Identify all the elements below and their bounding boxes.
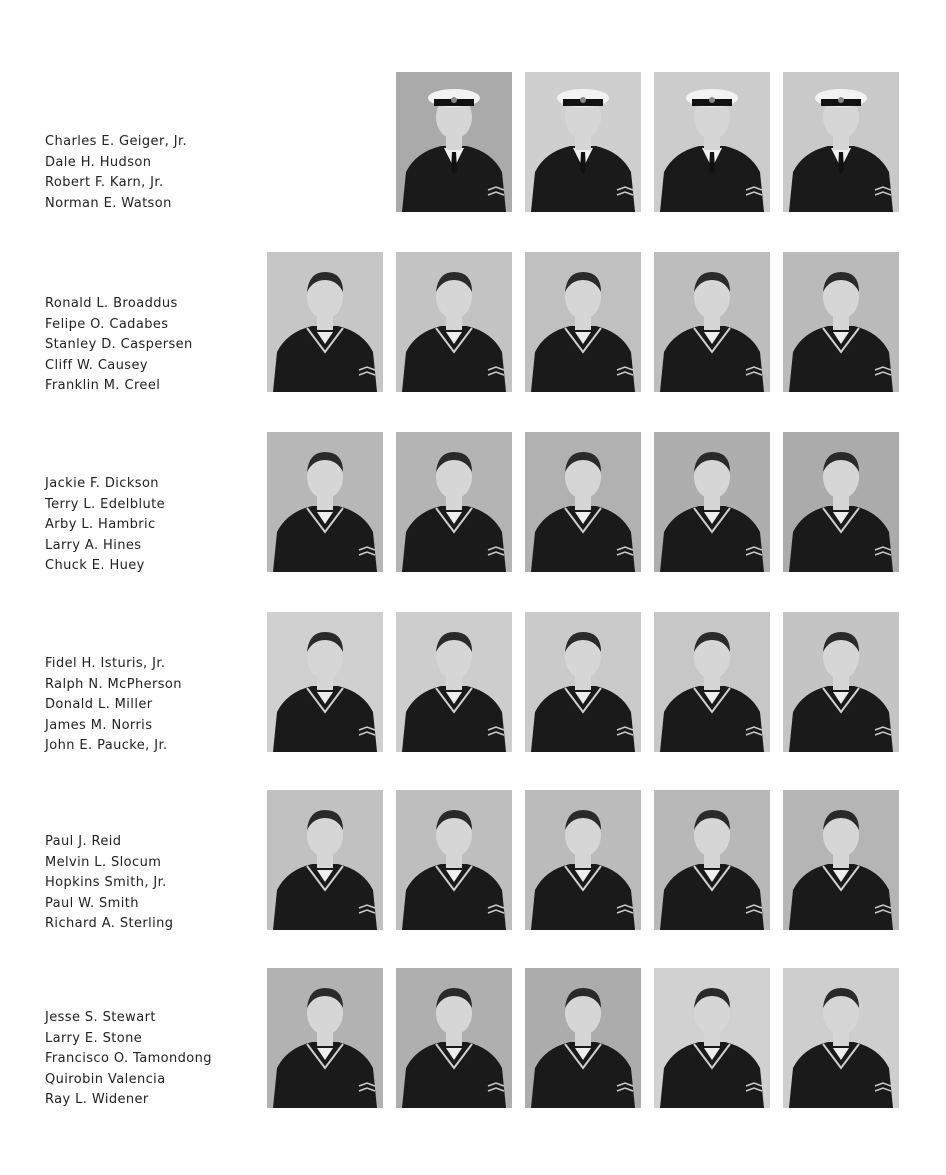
portrait-photo (783, 612, 899, 752)
crew-name: Richard A. Sterling (45, 916, 174, 931)
crew-name: Donald L. Miller (45, 697, 153, 712)
crew-name: Paul J. Reid (45, 834, 122, 849)
crew-name: Fidel H. Isturis, Jr. (45, 656, 166, 671)
portrait-photo (783, 252, 899, 392)
portrait-photo (396, 790, 512, 930)
portrait-photo (525, 790, 641, 930)
crew-name: Charles E. Geiger, Jr. (45, 134, 188, 149)
crew-name: Dale H. Hudson (45, 154, 152, 170)
name-list (45, 132, 187, 214)
crew-name: Ralph N. McPherson (45, 676, 182, 692)
portrait-photo (525, 612, 641, 752)
portrait-photo (783, 432, 899, 572)
crew-name: Hopkins Smith, Jr. (45, 875, 167, 890)
name-list (45, 654, 182, 757)
portrait-photo (267, 790, 383, 930)
crew-name: Ray L. Widener (45, 1092, 149, 1107)
crew-name: Arby L. Hambric (45, 517, 156, 532)
portrait-photo (783, 968, 899, 1108)
crew-name: Norman E. Watson (45, 195, 172, 211)
portrait-photo (654, 72, 770, 212)
crew-name: Francisco O. Tamondong (45, 1051, 212, 1066)
portrait-photo (396, 432, 512, 572)
portrait-photo (525, 252, 641, 392)
roster-group (0, 432, 946, 572)
crew-name: Cliff W. Causey (45, 357, 148, 373)
portrait-photo (267, 432, 383, 572)
crew-name: Ronald L. Broaddus (45, 296, 178, 311)
name-list (45, 832, 173, 935)
crew-name: Franklin M. Creel (45, 378, 161, 393)
roster-group (0, 790, 946, 930)
crew-name: Jesse S. Stewart (45, 1010, 156, 1025)
portrait-photo (654, 790, 770, 930)
portrait-photo (654, 612, 770, 752)
crew-name: Paul W. Smith (45, 895, 139, 911)
portrait-photo (525, 968, 641, 1108)
crew-name: Quirobin Valencia (45, 1071, 166, 1087)
roster-group (0, 612, 946, 752)
roster-group (0, 968, 946, 1108)
portrait-photo (396, 252, 512, 392)
crew-name: John E. Paucke, Jr. (45, 738, 168, 753)
name-list (45, 474, 165, 577)
name-list (45, 294, 193, 397)
crew-name: Larry E. Stone (45, 1030, 143, 1046)
portrait-photo (783, 790, 899, 930)
crew-name: Stanley D. Caspersen (45, 337, 193, 352)
portrait-photo (396, 72, 512, 212)
portrait-photo (267, 612, 383, 752)
crew-name: Chuck E. Huey (45, 558, 145, 573)
crew-name: Larry A. Hines (45, 537, 142, 553)
name-list (45, 1008, 212, 1111)
portrait-photo (783, 72, 899, 212)
portrait-photo (267, 968, 383, 1108)
roster-group (0, 252, 946, 392)
portrait-photo (654, 432, 770, 572)
crew-name: Melvin L. Slocum (45, 854, 162, 870)
crew-name: Robert F. Karn, Jr. (45, 175, 164, 190)
portrait-photo (267, 252, 383, 392)
roster-group (0, 72, 946, 212)
portrait-photo (525, 432, 641, 572)
portrait-photo (396, 968, 512, 1108)
crew-name: Jackie F. Dickson (45, 476, 159, 491)
portrait-photo (396, 612, 512, 752)
crew-name: James M. Norris (45, 717, 153, 733)
portrait-photo (654, 252, 770, 392)
portrait-photo (654, 968, 770, 1108)
crew-name: Felipe O. Cadabes (45, 316, 169, 332)
portrait-photo (525, 72, 641, 212)
crew-name: Terry L. Edelblute (45, 496, 165, 512)
